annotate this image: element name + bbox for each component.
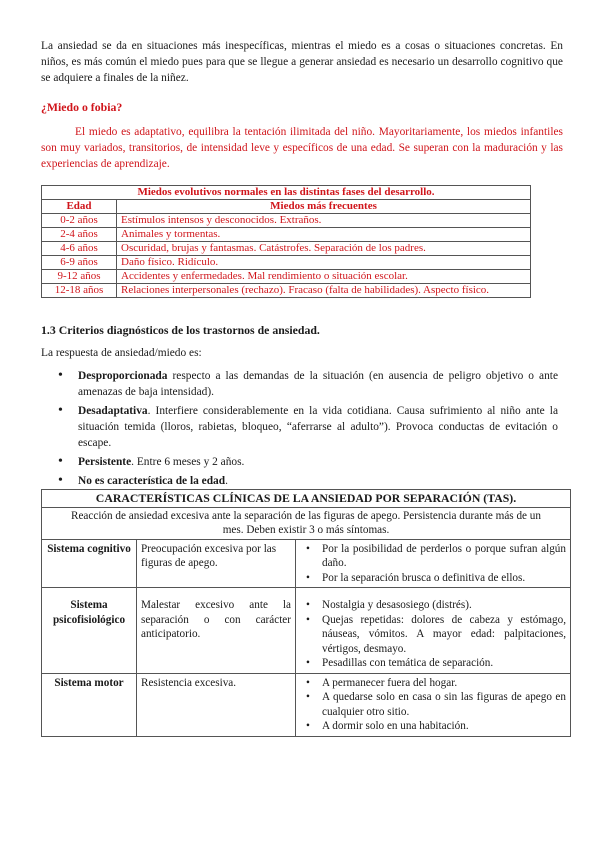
fear-section-heading: ¿Miedo o fobia? <box>41 100 123 114</box>
table-cell-age: 9-12 años <box>42 270 117 284</box>
table-cell-fears: Relaciones interpersonales (rechazo). Fracaso (falta de habilidades). Aspecto físico. <box>117 284 531 298</box>
list-item <box>58 403 558 451</box>
list-item <box>58 368 558 400</box>
table-row <box>42 256 531 270</box>
tas-description: Resistencia excesiva. <box>137 673 296 736</box>
tas-system-cognitive: Sistema cognitivo <box>42 539 137 588</box>
tas-table-title: CARACTERÍSTICAS CLÍNICAS DE LA ANSIEDAD POR SEPARACIÓN (TAS). <box>42 490 571 508</box>
fears-table-title: Miedos evolutivos normales en las distintas fases del desarrollo. <box>42 186 531 200</box>
fears-table-col-fears: Miedos más frecuentes <box>117 200 531 214</box>
table-row <box>42 673 571 736</box>
table-cell-age: 4-6 años <box>42 242 117 256</box>
table-row <box>42 228 531 242</box>
fears-table <box>41 185 531 298</box>
table-cell-fears: Animales y tormentas. <box>117 228 531 242</box>
list-item: • A quedarse solo en casa o sin las figuras de apego en cualquier otro sitio. <box>300 690 566 719</box>
table-cell-fears: Oscuridad, brujas y fantasmas. Catástrofes. Separación de los padres. <box>117 242 531 256</box>
criteria-term: Persistente <box>78 456 132 468</box>
list-item: • Por la separación brusca o definitiva de ellos. <box>300 571 566 586</box>
table-row <box>42 270 531 284</box>
tas-table-intro: Reacción de ansiedad excesiva ante la separación de las figuras de apego. Persistencia durante más de un mes. Deben existir 3 o más síntomas. <box>42 507 571 539</box>
criteria-lead: La respuesta de ansiedad/miedo es: <box>41 347 202 359</box>
criteria-heading: 1.3 Criterios diagnósticos de los trastornos de ansiedad. <box>41 323 320 337</box>
table-cell-fears: Accidentes y enfermedades. Mal rendimiento o situación escolar. <box>117 270 531 284</box>
fears-table-col-age: Edad <box>42 200 117 214</box>
table-cell-age: 12-18 años <box>42 284 117 298</box>
list-item <box>58 473 558 489</box>
table-cell-age: 6-9 años <box>42 256 117 270</box>
table-cell-age: 2-4 años <box>42 228 117 242</box>
list-item: • A dormir solo en una habitación. <box>300 719 566 734</box>
table-row <box>42 242 531 256</box>
fear-section-paragraph: El miedo es adaptativo, equilibra la tentación ilimitada del niño. Mayoritariamente, los miedos infantiles son muy variados, transitorios, de intensidad leve y específicos de una edad. Se superan con la maduración y las experiencias de aprendizaje. <box>41 126 563 170</box>
criteria-text: . <box>225 475 228 487</box>
tas-table <box>41 489 571 737</box>
list-item: • Pesadillas con temática de separación. <box>300 656 566 671</box>
table-cell-fears: Daño físico. Ridículo. <box>117 256 531 270</box>
criteria-term: Desadaptativa <box>78 405 148 417</box>
list-item <box>58 454 558 470</box>
criteria-text: respecto a las demandas de la situación (en ausencia de peligro objetivo o ante amenazas de baja intensidad). <box>78 370 558 398</box>
criteria-term: No es característica de la edad <box>78 475 226 487</box>
table-row <box>42 539 571 588</box>
tas-description: Malestar excesivo ante la separación o con carácter anticipatorio. <box>137 588 296 674</box>
tas-symptoms <box>296 673 571 736</box>
list-item: • Quejas repetidas: dolores de cabeza y estómago, náuseas, vómitos. A mayor edad: palpitaciones, vértigos, desmayo. <box>300 613 566 657</box>
criteria-list <box>58 368 558 492</box>
tas-description: Preocupación excesiva por las figuras de apego. <box>137 539 296 588</box>
tas-symptoms <box>296 588 571 674</box>
tas-system-motor: Sistema motor <box>42 673 137 736</box>
table-row <box>42 588 571 674</box>
table-row <box>42 214 531 228</box>
list-item: • Nostalgia y desasosiego (distrés). <box>300 598 566 613</box>
table-row <box>42 284 531 298</box>
tas-system-psychophysiological: Sistema psicofisiológico <box>42 588 137 674</box>
table-cell-fears: Estímulos intensos y desconocidos. Extraños. <box>117 214 531 228</box>
list-item: • Por la posibilidad de perderlos o porque sufran algún daño. <box>300 542 566 571</box>
criteria-text: . Interfiere considerablemente en la vida cotidiana. Causa sufrimiento al niño ante la situación temida (lloros, rabietas, bloqueo, “aferrarse al adulto”). Provoca conductas de evitación o escape. <box>78 405 558 449</box>
intro-paragraph: La ansiedad se da en situaciones más inespecíficas, mientras el miedo es a cosas o situaciones concretas. En niños, es más común el miedo pues para que se llegue a generar ansiedad es necesario un desarrollo cognitivo que se adquiere a finales de la niñez. <box>41 40 563 84</box>
list-item: • A permanecer fuera del hogar. <box>300 676 566 691</box>
tas-symptoms <box>296 539 571 588</box>
table-cell-age: 0-2 años <box>42 214 117 228</box>
criteria-term: Desproporcionada <box>78 370 168 382</box>
criteria-text: . Entre 6 meses y 2 años. <box>131 456 245 468</box>
